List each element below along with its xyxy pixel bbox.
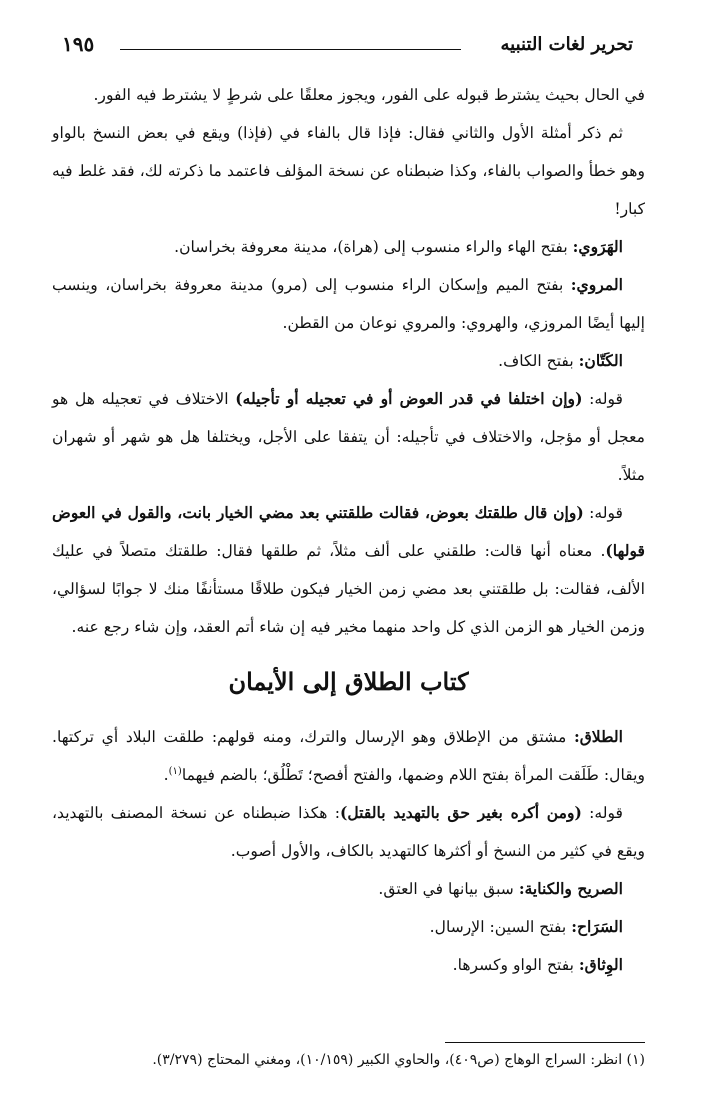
definition-text: سبق بيانها في العتق.: [378, 880, 519, 898]
commentary-text: . معناه أنها قالت: طلقني على ألف مثلاً، ثم طلقها فقال: طلقتك متصلاً في عليك الألف، فقالت: بل طلقتني بعد مضي زمن الخيار فيكون طلاقًا مستأنفًا منك لا جوابًا لسؤالي، وزمن الخيار هو الزمن الذي كل واحد منهما مخير فيه إن شاء أتم العقد، وإن شاء رجع عنه.: [52, 542, 645, 636]
paragraph-text: في الحال بحيث يشترط قبوله على الفور، ويجوز معلقًا على شرطٍ لا يشترط فيه الفور.: [93, 86, 645, 104]
header-rule: [120, 49, 461, 50]
definition-text: بفتح الهاء والراء منسوب إلى (هراة)، مدينة معروفة بخراسان.: [174, 238, 573, 256]
running-title: تحرير لغات التنبيه: [500, 34, 633, 55]
term: المروي:: [570, 275, 623, 294]
definition-text: مشتق من الإطلاق وهو الإرسال والترك، ومنه قولهم: طلقت البلاد أي تركتها. ويقال: طَلَقت المرأة بفتح اللام وضمها، والفتح أفصح؛ تَطْلُق؛ بالضم فيهما: [52, 728, 645, 784]
definition-sarah: [52, 908, 645, 946]
term: الوِثاق:: [578, 955, 623, 974]
term: الصريح والكناية:: [518, 879, 623, 898]
term: الكَتّان:: [578, 351, 623, 370]
quoted-paragraph: [52, 380, 645, 494]
paragraph: [52, 76, 645, 114]
term: السَرَاح:: [571, 917, 623, 936]
quoted-text: (ومن أكره بغير حق بالتهديد بالقتل): [339, 803, 582, 822]
definition-marwi: [52, 266, 645, 342]
page-body: [52, 76, 645, 984]
definition-talaq: [52, 718, 645, 794]
paragraph: [52, 114, 645, 228]
quote-prefix: قوله:: [581, 804, 623, 822]
footnote: (١) انظر: السراج الوهاج (ص٤٠٩)، والحاوي الكبير (١٠/١٥٩)، ومغني المحتاج (٣/٢٧٩).: [152, 1052, 645, 1068]
quoted-text: (وإن اختلفا في قدر العوض أو في تعجيله أو تأجيله): [235, 389, 583, 408]
paragraph-text: ثم ذكر أمثلة الأول والثاني فقال: فإذا قال بالفاء في (فإذا) ويقع في بعض النسخ بالواو وهو خطأ والصواب بالفاء، وكذا ضبطناه عن نسخة المؤلف فاعتمد ما ذكرته لك، فقد غلط فيه كبار!: [52, 124, 645, 218]
term: الطلاق:: [573, 727, 623, 746]
definition-withaq: [52, 946, 645, 984]
definition-kattan: [52, 342, 645, 380]
quote-prefix: قوله:: [583, 504, 623, 522]
page-number: ١٩٥: [62, 32, 95, 56]
quoted-text: (وإن قال طلقتك بعوض، فقالت طلقتني بعد مضي الخيار بانت، والقول في العوض قولها): [52, 503, 645, 560]
footnote-rule: [445, 1042, 645, 1043]
chapter-title: كتاب الطلاق إلى الأيمان: [228, 667, 469, 696]
commentary-text: : هكذا ضبطناه عن نسخة المصنف بالتهديد، ويقع في كثير من النسخ أو أكثرها كالتهديد بالكاف، والأول أصوب.: [52, 804, 645, 860]
quote-prefix: قوله:: [582, 390, 623, 408]
commentary-text: الاختلاف في تعجيله هل هو معجل أو مؤجل، والاختلاف في تأجيله: أن يتفقا على الأجل، ويختلفا هل هو شهر أو شهران مثلاً.: [52, 390, 645, 484]
definition-hirawi: [52, 228, 645, 266]
definition-text: بفتح السين: الإرسال.: [429, 918, 572, 936]
term: الهَرَوي:: [572, 237, 623, 256]
definition-text: بفتح الواو وكسرها.: [452, 956, 579, 974]
definition-text: بفتح الميم وإسكان الراء منسوب إلى (مرو) مدينة معروفة بخراسان، وينسب إليها أيضًا المروزي، والهروي: والمروي نوعان من القطن.: [52, 276, 645, 332]
definition-sarih: [52, 870, 645, 908]
page-header: [62, 32, 633, 64]
footnote-reference: (١): [168, 765, 182, 777]
definition-tail: .: [163, 766, 169, 784]
footnote-area: [52, 1042, 645, 1071]
quoted-paragraph: [52, 494, 645, 646]
definition-text: بفتح الكاف.: [498, 352, 579, 370]
quoted-paragraph: [52, 794, 645, 870]
